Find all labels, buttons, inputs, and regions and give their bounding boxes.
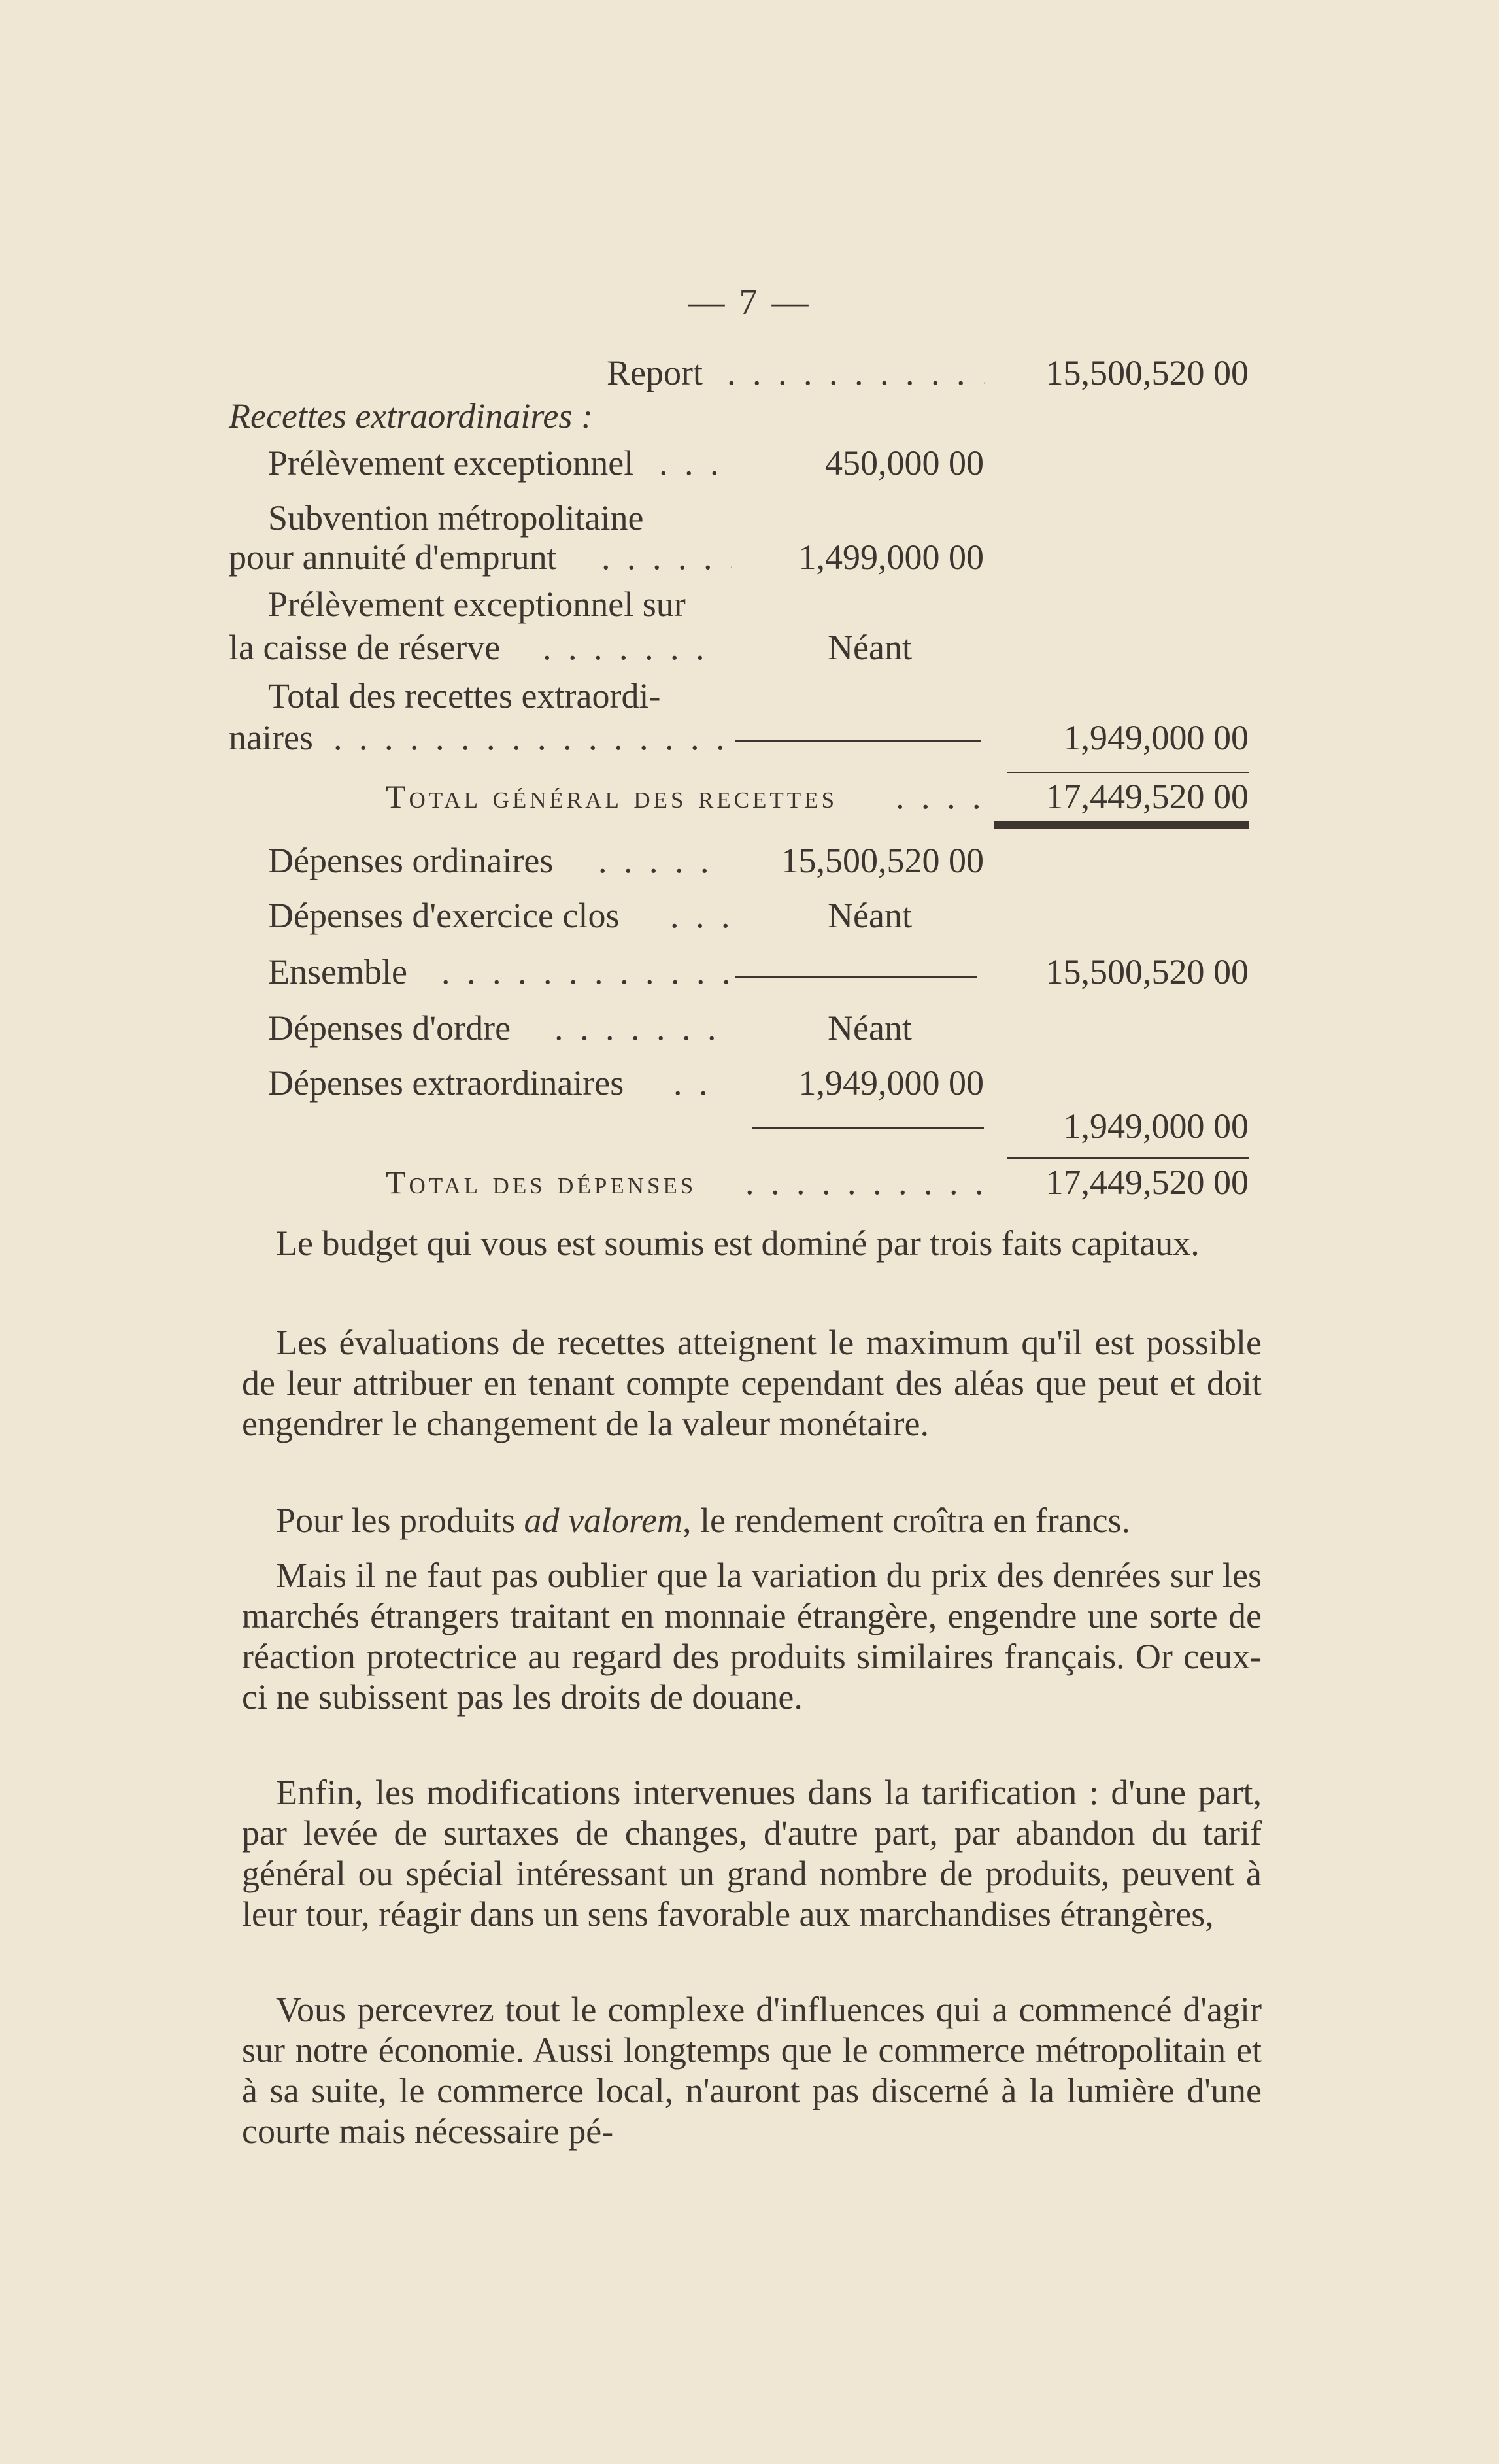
leader-dots bbox=[727, 352, 985, 394]
subvention-label: pour annuité d'emprunt bbox=[229, 538, 557, 577]
rule bbox=[735, 976, 977, 978]
paragraph-2: Les évaluations de recettes atteignent le maximum qu'il est possible de leur attribuer en tenant compte cependant des aléas que peut et doit engendrer le changement de la valeur monétaire. bbox=[242, 1323, 1262, 1443]
depenses-extra-label: Dépenses extraordinaires bbox=[268, 1063, 624, 1103]
paragraph-6: Vous percevrez tout le complexe d'influences qui a commencé d'agir sur notre économie. Aussi longtemps que le commerce métropolitain et à sa suite, le commerce local, n'auront pas discerné à la lumière d'une courte mais nécessaire pé- bbox=[242, 1990, 1262, 2151]
paragraph-5: Enfin, les modifications intervenues dans la tarification : d'une part, par levée de surtaxes de changes, d'autre part, par abandon du tarif général ou spécial intéressant un grand nombre de produits, peuvent à leur tour, réagir dans un sens favorable aux marchandises étrangères, bbox=[242, 1773, 1262, 1934]
depenses-extra-right-amount: 1,949,000 00 bbox=[1063, 1106, 1249, 1146]
leader-dots bbox=[441, 951, 729, 993]
depenses-ordinaires-label: Dépenses ordinaires bbox=[268, 841, 554, 880]
prelevement-label: Prélèvement exceptionnel bbox=[268, 443, 634, 483]
rule bbox=[1007, 772, 1249, 773]
report-amount: 15,500,520 00 bbox=[1045, 353, 1249, 392]
total-extra-label: naires bbox=[229, 718, 313, 757]
leader-dots bbox=[333, 717, 726, 759]
prelevement-reserve-label: la caisse de réserve bbox=[229, 628, 501, 667]
depenses-ordre-amount: Néant bbox=[828, 1008, 912, 1048]
leader-dots bbox=[745, 1161, 987, 1203]
rule bbox=[1007, 1157, 1249, 1159]
paragraph-1: Le budget qui vous est soumis est dominé par trois faits capitaux. bbox=[276, 1223, 1200, 1263]
ensemble-amount: 15,500,520 00 bbox=[1045, 952, 1249, 991]
depenses-ordinaires-amount: 15,500,520 00 bbox=[781, 841, 984, 880]
prelevement-reserve-line1: Prélèvement exceptionnel sur bbox=[268, 585, 686, 624]
paragraph-3-pre: Pour les produits bbox=[276, 1501, 524, 1540]
report-label: Report bbox=[607, 353, 703, 392]
subvention-amount: 1,499,000 00 bbox=[798, 538, 984, 577]
subvention-line1: Subvention métropolitaine bbox=[268, 498, 644, 538]
page-number: — 7 — bbox=[688, 282, 811, 322]
total-recettes-amount: 17,449,520 00 bbox=[1045, 777, 1249, 816]
depenses-ordre-label: Dépenses d'ordre bbox=[268, 1008, 511, 1048]
total-extra-amount: 1,949,000 00 bbox=[1063, 718, 1249, 757]
paragraph-3-post: , le rendement croîtra en francs. bbox=[682, 1501, 1131, 1540]
total-depenses-label: Total des dépenses bbox=[386, 1164, 697, 1201]
section-heading-recettes-extraordinaires: Recettes extraordinaires : bbox=[229, 396, 593, 436]
leader-dots bbox=[896, 776, 987, 817]
prelevement-reserve-amount: Néant bbox=[828, 628, 912, 667]
rule bbox=[752, 1127, 984, 1129]
prelevement-amount: 450,000 00 bbox=[825, 443, 984, 483]
rule bbox=[735, 740, 981, 742]
ensemble-label: Ensemble bbox=[268, 952, 407, 991]
paragraph-4: Mais il ne faut pas oublier que la variation du prix des denrées sur les marchés étrangers traitant en monnaie étrangère, engendre une sorte de réaction protectrice au regard des produits similaires français. Or ceux-ci ne subissent pas les droits de douane. bbox=[242, 1556, 1262, 1717]
total-recettes-label: Total général des recettes bbox=[386, 778, 838, 815]
paragraph-3 bbox=[242, 1500, 1262, 1541]
depenses-clos-amount: Néant bbox=[828, 896, 912, 935]
total-extra-line1: Total des recettes extraordi- bbox=[268, 676, 661, 715]
rule-heavy bbox=[994, 821, 1249, 829]
paragraph-3-italic: ad valorem bbox=[524, 1501, 682, 1540]
depenses-clos-label: Dépenses d'exercice clos bbox=[268, 896, 620, 935]
total-depenses-amount: 17,449,520 00 bbox=[1045, 1163, 1249, 1202]
depenses-extra-amount: 1,949,000 00 bbox=[798, 1063, 984, 1103]
